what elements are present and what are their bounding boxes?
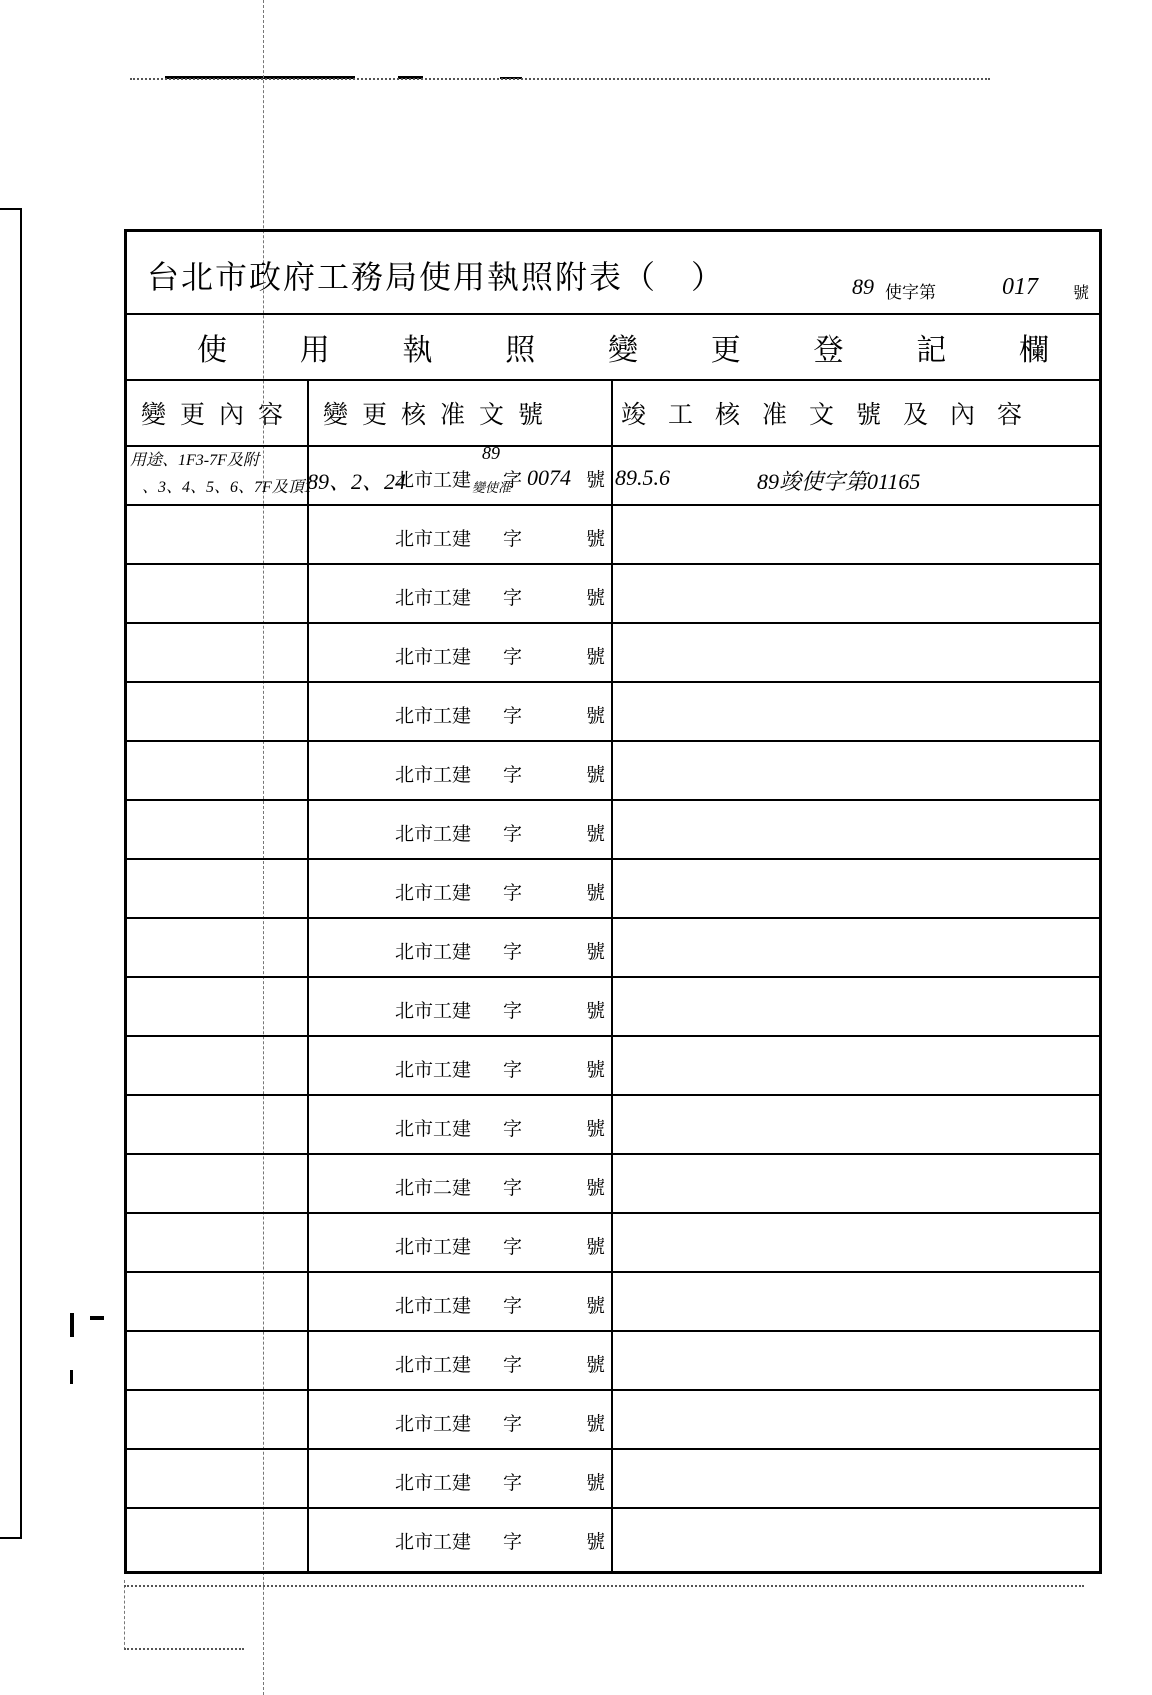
- zi-label: 字: [503, 705, 523, 727]
- hao-label: 號: [586, 1413, 606, 1435]
- section-heading-char: 照: [505, 333, 536, 368]
- table-row: [127, 1096, 1099, 1155]
- office-label: 北市工建: [395, 1295, 472, 1317]
- table-row: [127, 1214, 1099, 1273]
- scan-artifact-mark: [90, 1316, 104, 1320]
- table-row: [127, 1450, 1099, 1509]
- office-label: 北市工建: [395, 587, 472, 609]
- office-label: 北市工建: [395, 1531, 472, 1553]
- scan-artifact-dots: [130, 78, 990, 80]
- left-bracket: [20, 208, 22, 1538]
- office-label: 北市工建: [395, 705, 472, 727]
- office-label: 北市工建: [395, 1413, 472, 1435]
- permit-number: 017: [1002, 274, 1038, 300]
- table-row: [127, 1332, 1099, 1391]
- zi-label: 字: [503, 469, 523, 491]
- hao-label: 號: [586, 764, 606, 786]
- office-label: 北市工建: [395, 1059, 472, 1081]
- table-row: [127, 1273, 1099, 1332]
- change-content-line2: 、3、4、5、6、7F及頂1: [142, 479, 312, 496]
- approval-number: 0074: [527, 465, 571, 490]
- approval-note: 變使准: [472, 480, 512, 495]
- zi-label: 字: [503, 882, 523, 904]
- zi-label: 字: [503, 587, 523, 609]
- permit-label: 使字第: [885, 283, 936, 303]
- completion-date: 89.5.6: [615, 465, 670, 490]
- permit-prefix: 89: [852, 274, 874, 299]
- table-row: [127, 1155, 1099, 1214]
- hao-label: 號: [586, 705, 606, 727]
- scan-artifact-mark: [70, 1313, 74, 1337]
- table-row: [127, 1509, 1099, 1568]
- section-heading-char: 變: [608, 333, 638, 368]
- hao-label: 號: [586, 1177, 606, 1199]
- title-row: [127, 232, 1099, 315]
- table-row: [127, 565, 1099, 624]
- section-heading-char: 登: [813, 333, 844, 368]
- table-row: [127, 742, 1099, 801]
- hao-label: 號: [586, 1000, 606, 1022]
- office-label: 北市工建: [395, 1354, 472, 1376]
- change-content-line1: 用途、1F3-7F及附: [130, 452, 259, 469]
- scan-artifact-dots: [124, 1585, 1084, 1587]
- office-label: 北市工建: [395, 1000, 472, 1022]
- left-bracket-top: [0, 208, 22, 210]
- hao-label: 號: [586, 1354, 606, 1376]
- table-row: [127, 919, 1099, 978]
- office-label: 北市工建: [395, 1236, 472, 1258]
- zi-label: 字: [503, 1177, 523, 1199]
- scan-artifact-dots: [124, 1648, 244, 1650]
- zi-label: 字: [503, 1413, 523, 1435]
- section-heading-char: 用: [299, 333, 330, 368]
- table-row: [127, 683, 1099, 742]
- hao-label: 號: [586, 823, 606, 845]
- zi-label: 字: [503, 1472, 523, 1494]
- scan-artifact-fold: [124, 1580, 125, 1650]
- hao-label: 號: [586, 1118, 606, 1140]
- left-bracket-bottom: [0, 1537, 22, 1539]
- completion-number: 89竣使字第01165: [757, 469, 921, 494]
- approval-date: 89、2、24: [307, 469, 407, 494]
- office-label: 北市工建: [395, 646, 472, 668]
- section-heading-char: 執: [402, 333, 433, 368]
- table-row: [127, 978, 1099, 1037]
- scan-artifact-mark: [70, 1370, 73, 1384]
- section-heading-char: 使: [197, 333, 227, 368]
- section-heading-char: 記: [916, 333, 947, 368]
- office-label: 北市工建: [395, 764, 472, 786]
- office-label: 北市工建: [395, 1472, 472, 1494]
- zi-label: 字: [503, 764, 523, 786]
- section-heading-char: 欄: [1019, 333, 1049, 368]
- office-label: 北市工建: [395, 469, 472, 491]
- zi-label: 字: [503, 646, 523, 668]
- zi-label: 字: [503, 941, 523, 963]
- zi-label: 字: [503, 823, 523, 845]
- hao-label: 號: [586, 587, 606, 609]
- zi-label: 字: [503, 528, 523, 550]
- office-label: 北市二建: [395, 1177, 472, 1199]
- zi-label: 字: [503, 1059, 523, 1081]
- table-row: [127, 801, 1099, 860]
- hao-label: 號: [586, 1472, 606, 1494]
- column-headers: [127, 381, 1099, 447]
- table-row: [127, 506, 1099, 565]
- table-row: [127, 624, 1099, 683]
- permit-suffix: 號: [1073, 283, 1090, 302]
- office-label: 北市工建: [395, 528, 472, 550]
- column-header-approval-number: 變更核准文號: [323, 400, 558, 429]
- zi-label: 字: [503, 1118, 523, 1140]
- zi-label: 字: [503, 1000, 523, 1022]
- section-heading: [127, 315, 1099, 381]
- column-header-completion: 竣工核准文號及內容: [621, 400, 1045, 429]
- hao-label: 號: [586, 469, 606, 491]
- zi-label: 字: [503, 1295, 523, 1317]
- table-row: [127, 1391, 1099, 1450]
- table-row: [127, 860, 1099, 919]
- zi-label: 字: [503, 1236, 523, 1258]
- table-row: [127, 1037, 1099, 1096]
- entry-rows: [127, 443, 1099, 1571]
- hao-label: 號: [586, 1236, 606, 1258]
- office-label: 北市工建: [395, 1118, 472, 1140]
- section-heading-char: 更: [710, 333, 741, 368]
- office-label: 北市工建: [395, 941, 472, 963]
- hao-label: 號: [586, 882, 606, 904]
- zi-label: 字: [503, 1531, 523, 1553]
- hao-label: 號: [586, 1295, 606, 1317]
- office-label: 北市工建: [395, 882, 472, 904]
- column-header-change-content: 變更內容: [141, 400, 298, 429]
- hao-label: 號: [586, 528, 606, 550]
- zi-label: 字: [503, 1354, 523, 1376]
- table-row-filled: [127, 443, 1099, 506]
- hao-label: 號: [586, 1531, 606, 1553]
- office-label: 北市工建: [395, 823, 472, 845]
- permit-attachment-form: [124, 229, 1102, 1574]
- hao-label: 號: [586, 941, 606, 963]
- form-title: 台北市政府工務局使用執照附表（ ）: [147, 258, 726, 296]
- hao-label: 號: [586, 646, 606, 668]
- hao-label: 號: [586, 1059, 606, 1081]
- approval-year: 89: [482, 443, 500, 463]
